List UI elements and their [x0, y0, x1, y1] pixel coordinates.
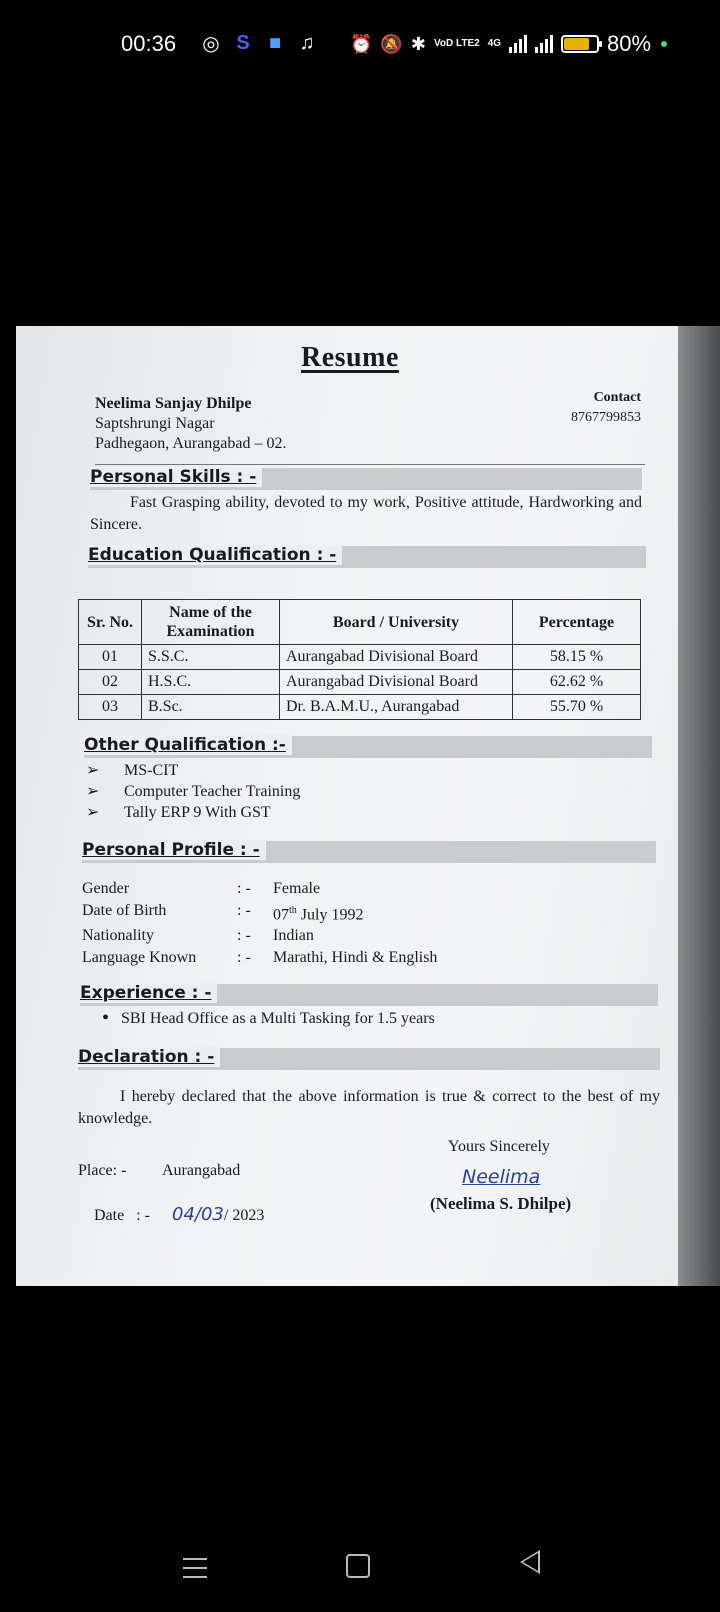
section-heading: Experience : -	[80, 983, 217, 1003]
notification-dot	[661, 41, 667, 47]
profile-value	[273, 900, 363, 926]
list-item: • SBI Head Office as a Multi Tasking for 1.5 years	[80, 1008, 435, 1029]
home-button[interactable]	[346, 1554, 370, 1578]
signature: Neelima	[462, 1166, 541, 1188]
section-personal-profile	[82, 841, 656, 863]
section-declaration	[78, 1048, 660, 1070]
profile-label: Nationality	[82, 927, 154, 945]
date-label: Date : -	[94, 1207, 150, 1224]
profile-label: Date of Birth	[82, 901, 167, 919]
signed-name: (Neelima S. Dhilpe)	[430, 1194, 572, 1213]
s-app-icon: S	[236, 32, 250, 54]
section-experience	[80, 984, 658, 1006]
profile-value: Female	[273, 880, 321, 897]
divider	[95, 464, 645, 465]
instagram-icon: ◎	[202, 33, 220, 55]
recents-button[interactable]	[183, 1558, 207, 1585]
table-row	[79, 670, 641, 695]
back-button[interactable]	[520, 1550, 540, 1574]
list-item: ➢ Computer Teacher Training	[84, 781, 300, 802]
table-header-row	[79, 600, 641, 645]
date-year: / 2023	[223, 1207, 265, 1224]
table-cell: B.Sc.	[142, 695, 280, 720]
table-cell: 02	[79, 670, 142, 695]
navigation-bar	[0, 1540, 720, 1600]
signal-icon-2	[535, 35, 553, 53]
table-header: Sr. No.	[79, 600, 142, 645]
dob-day: 07	[273, 905, 289, 923]
table-cell: 01	[79, 645, 142, 670]
profile-row-gender	[82, 878, 437, 900]
music-icon: ♫	[299, 32, 315, 54]
alarm-icon: ⏰	[350, 33, 373, 54]
education-table	[78, 599, 641, 720]
section-heading: Education Qualification : -	[88, 545, 342, 565]
profile-separator: : -	[237, 880, 251, 897]
profile-table	[82, 878, 437, 968]
background-edge	[678, 326, 720, 1286]
address-line-2: Padhegaon, Aurangabad – 02.	[95, 435, 287, 452]
bluetooth-icon: ✱	[410, 33, 426, 54]
place-row	[78, 1162, 240, 1180]
table-cell: S.S.C.	[142, 645, 280, 670]
table-cell: 55.70 %	[513, 695, 641, 720]
system-icons	[350, 31, 667, 57]
profile-label: Language Known	[82, 948, 197, 966]
section-personal-skills	[90, 468, 642, 490]
experience-list	[80, 1008, 435, 1029]
section-education	[88, 546, 646, 568]
candidate-name: Neelima Sanjay Dhilpe	[95, 395, 252, 412]
table-header: Name of the Examination	[142, 600, 280, 645]
table-cell: 03	[79, 695, 142, 720]
place-value: Aurangabad	[162, 1162, 241, 1179]
profile-value: Indian	[273, 927, 314, 945]
table-row	[79, 695, 641, 720]
battery-percent: 80%	[607, 31, 652, 56]
section-heading: Other Qualification :-	[84, 735, 292, 755]
other-qualification-list	[84, 760, 300, 823]
declaration-text: I hereby declared that the above information is true & correct to the best of my knowledge.	[78, 1088, 660, 1127]
address-block	[95, 394, 287, 454]
table-cell: Dr. B.A.M.U., Aurangabad	[280, 695, 513, 720]
resume-document	[16, 326, 678, 1286]
section-other-qualification	[84, 736, 652, 758]
status-bar	[0, 0, 720, 90]
list-item: ➢ MS-CIT	[84, 760, 300, 781]
mute-icon: 🔕	[380, 33, 403, 54]
clock: 00:36	[121, 31, 177, 56]
section-heading: Personal Profile : -	[82, 840, 266, 860]
network-type: 4G	[487, 38, 502, 49]
signal-icon	[509, 35, 527, 53]
dob-rest: July 1992	[296, 905, 364, 923]
date-row	[78, 1186, 264, 1243]
table-row	[79, 645, 641, 670]
table-cell: Aurangabad Divisional Board	[280, 645, 513, 670]
profile-separator: : -	[237, 927, 251, 945]
date-handwritten: 04/03	[172, 1204, 224, 1225]
profile-value: Marathi, Hindi & English	[273, 948, 438, 966]
skills-text: Fast Grasping ability, devoted to my work, Positive attitude, Hardworking and Sincere.	[90, 494, 642, 533]
profile-separator: : -	[237, 948, 251, 966]
profile-label: Gender	[82, 880, 130, 897]
contact-label: Contact	[593, 390, 641, 405]
table-cell: H.S.C.	[142, 670, 280, 695]
table-cell: 62.62 %	[513, 670, 641, 695]
battery-icon	[561, 35, 599, 53]
table-cell: Aurangabad Divisional Board	[280, 670, 513, 695]
table-header: Percentage	[513, 600, 641, 645]
profile-row-nationality	[82, 925, 437, 947]
volte-label: VoD LTE2	[433, 38, 480, 49]
list-item: ➢ Tally ERP 9 With GST	[84, 802, 300, 823]
address-line-1: Saptshrungi Nagar	[95, 415, 215, 432]
contact-block	[561, 388, 641, 428]
profile-row-language	[82, 947, 437, 969]
document-title: Resume	[301, 342, 399, 373]
closing: Yours Sincerely	[448, 1138, 550, 1155]
profile-separator: : -	[237, 901, 251, 919]
app-icon: ■	[268, 32, 282, 54]
table-header: Board / University	[280, 600, 513, 645]
profile-row-dob	[82, 900, 437, 926]
notification-icons	[200, 31, 318, 56]
dob-suffix: th	[289, 904, 297, 916]
section-heading: Declaration : -	[78, 1047, 220, 1067]
place-label: Place: -	[78, 1162, 127, 1179]
table-cell: 58.15 %	[513, 645, 641, 670]
contact-number: 8767799853	[571, 410, 641, 425]
section-heading: Personal Skills : -	[90, 467, 262, 487]
